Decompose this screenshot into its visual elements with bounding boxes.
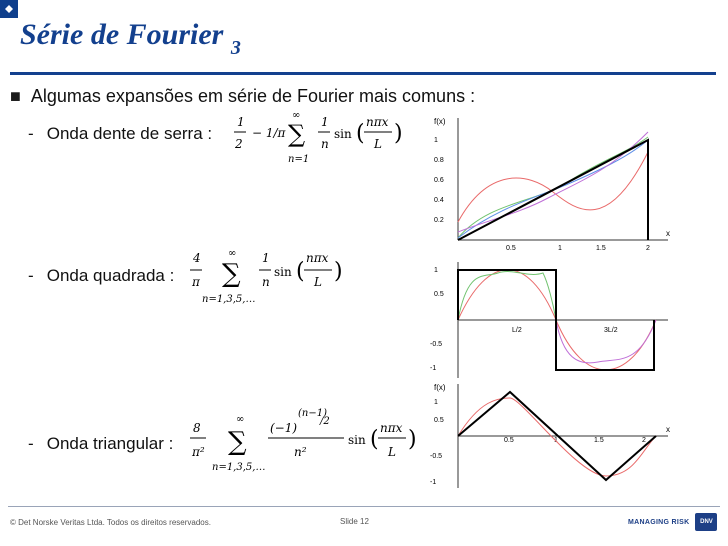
svg-text:(n−1): (n−1) [298,408,327,419]
svg-text:∞: ∞ [292,110,301,121]
y-tick-label: -1 [430,365,437,372]
item-triangle-label: Onda triangular : [46,434,174,453]
svg-text:∑: ∑ [288,120,306,148]
y-tick-label: -0.5 [430,341,443,348]
svg-text:− 1/π: − 1/π [252,126,286,140]
y-tick-label: 0.6 [434,177,444,184]
y-tick-label: -1 [430,479,437,486]
y-tick-label: 1 [434,137,438,144]
page-title-text: Série de Fourier [20,18,224,51]
item-sawtooth [28,124,212,144]
svg-text:n: n [321,137,329,151]
page-title-suffix: 3 [230,37,241,59]
y-tick-label: 0.5 [434,291,444,298]
svg-text:): ) [334,259,343,284]
x-axis-label: x [666,229,670,238]
item-triangle [28,434,173,454]
x-tick-label: 3L/2 [604,327,618,334]
x-tick-label: 1 [558,245,562,252]
bullet-square-icon: ■ [10,86,21,106]
page-title [20,18,241,57]
title-divider [10,72,716,75]
svg-text:∑: ∑ [228,427,247,457]
svg-text:∑: ∑ [222,259,241,289]
x-tick-label: 1 [554,437,558,444]
formula-triangle [188,408,428,482]
svg-text:8: 8 [193,421,201,435]
plot-sawtooth [428,112,688,263]
footer-copyright: © Det Norske Veritas Ltda. Todos os direitos reservados. [10,518,211,527]
svg-text:π: π [192,275,200,289]
intro-bullet [10,86,475,107]
svg-text:L: L [388,445,396,459]
svg-text:n²: n² [294,445,307,459]
y-tick-label: 0.8 [434,157,444,164]
svg-text:nπx: nπx [380,421,403,435]
y-tick-label: 1 [434,267,438,274]
brand-text: MANAGING RISK [628,518,690,526]
svg-text:nπx: nπx [366,115,389,129]
x-tick-label: 0.5 [506,245,516,252]
svg-text:sin: sin [334,127,352,141]
item-square-label: Onda quadrada : [46,266,175,285]
formula-square [188,244,368,314]
svg-text:n: n [262,275,270,289]
svg-text:n=1,3,5,…: n=1,3,5,… [202,294,256,305]
svg-text:sin: sin [274,265,292,279]
plot-square [428,258,688,387]
slide-corner-icon [0,0,18,18]
x-tick-label: 0.5 [504,437,514,444]
slide-number: Slide 12 [340,517,369,526]
x-tick-label: L/2 [512,327,522,334]
svg-text:n=1: n=1 [288,154,310,165]
dnv-logo-icon: DNV [695,513,717,531]
svg-text:nπx: nπx [306,251,329,265]
svg-text:4: 4 [193,251,201,265]
svg-text:/2: /2 [320,416,330,427]
svg-text:1: 1 [262,251,270,265]
y-tick-label: 0.2 [434,217,444,224]
formula-sawtooth [232,106,452,176]
svg-text:π²: π² [192,445,205,459]
svg-text:(: ( [296,259,305,284]
svg-text:): ) [408,427,417,452]
y-tick-label: -0.5 [430,453,443,460]
svg-text:(: ( [356,121,365,146]
svg-text:n=1,3,5,…: n=1,3,5,… [212,462,266,473]
x-tick-label: 2 [646,245,650,252]
svg-text:1: 1 [321,115,329,129]
svg-text:(−1): (−1) [270,421,298,435]
footer-divider [8,506,720,507]
y-tick-label: 1 [434,399,438,406]
x-axis-label: x [666,425,670,434]
intro-bullet-text: Algumas expansões em série de Fourier mais comuns : [30,86,476,106]
svg-text:): ) [394,121,403,146]
dash-marker: - [28,266,34,285]
item-sawtooth-label: Onda dente de serra : [46,124,213,143]
x-tick-label: 2 [642,437,646,444]
plot-triangle [428,380,688,497]
y-axis-label: f(x) [434,117,446,126]
svg-text:(: ( [370,427,379,452]
y-tick-label: 0.4 [434,197,444,204]
dash-marker: - [28,124,34,143]
x-tick-label: 1.5 [596,245,606,252]
y-axis-label: f(x) [434,383,446,392]
svg-text:1: 1 [237,115,245,129]
brand-lockup [628,513,717,531]
svg-text:L: L [314,275,322,289]
x-tick-label: 1.5 [594,437,604,444]
dash-marker: - [28,434,34,453]
svg-text:∞: ∞ [236,414,245,425]
y-tick-label: 0.5 [434,417,444,424]
svg-text:∞: ∞ [228,248,237,259]
svg-text:sin: sin [348,433,366,447]
svg-text:L: L [374,137,382,151]
svg-text:2: 2 [235,137,243,151]
item-square [28,266,174,286]
